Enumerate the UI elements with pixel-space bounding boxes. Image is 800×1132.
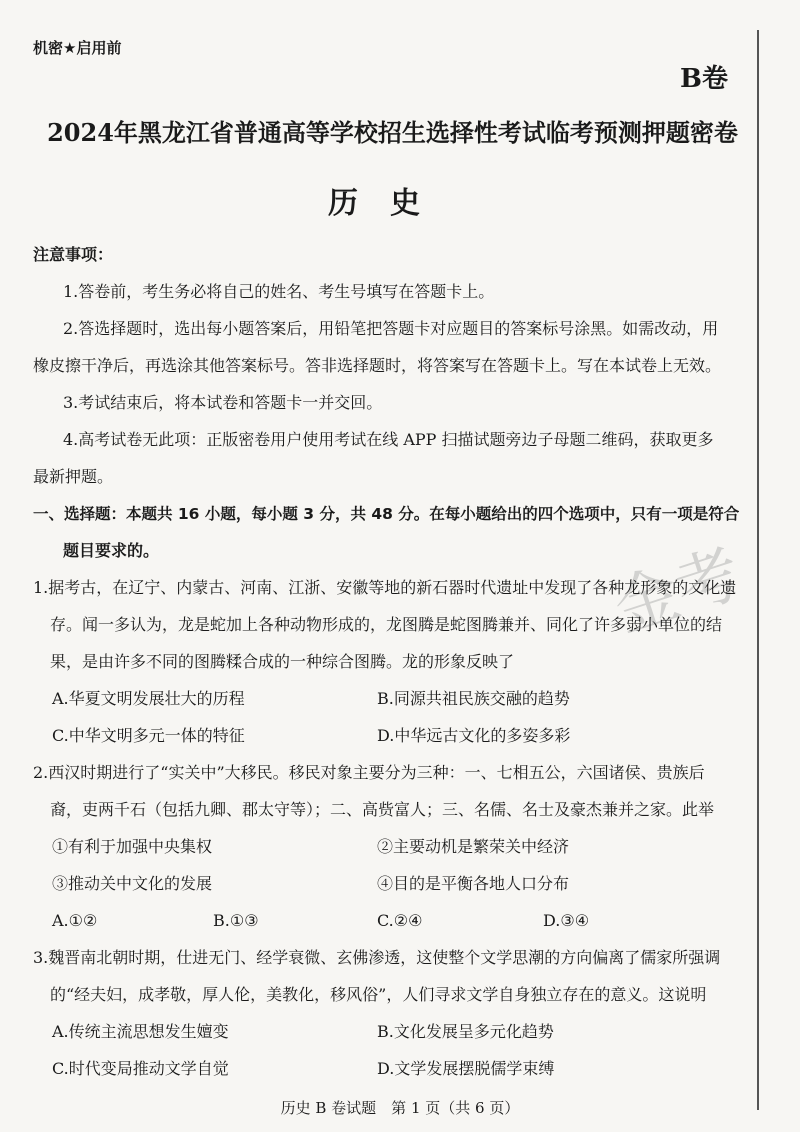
subject-title: 历史 — [328, 186, 452, 221]
q1-stem-line1: 1.据考古，在辽宁、内蒙古、河南、江浙、安徽等地的新石器时代遗址中发现了各种龙形象的文化遗 — [33, 578, 737, 597]
q3-option-d: D.文学发展摆脱儒学束缚 — [377, 1059, 555, 1078]
notes-item-3: 3.考试结束后，将本试卷和答题卡一并交回。 — [63, 393, 383, 412]
q1-option-b: B.同源共祖民族交融的趋势 — [377, 689, 570, 708]
watermark: 金考 — [605, 536, 751, 647]
q1-stem-line3: 果，是由许多不同的图腾糅合成的一种综合图腾。龙的形象反映了 — [50, 652, 515, 671]
page-footer: 历史 B 卷试题 第 1 页（共 6 页） — [280, 1099, 520, 1117]
notes-item-2-line2: 橡皮擦干净后，再选涂其他答案标号。答非选择题时，将答案写在答题卡上。写在本试卷上无效。 — [33, 356, 722, 375]
notes-item-4-line2: 最新押题。 — [33, 467, 114, 486]
q3-option-a: A.传统主流思想发生嬗变 — [52, 1022, 229, 1041]
notes-item-2-line1: 2.答选择题时，选出每小题答案后，用铅笔把答题卡对应题目的答案标号涂黑。如需改动，用 — [63, 319, 719, 338]
q3-stem-line2: 的“经夫妇，成孝敬，厚人伦，美教化，移风俗”，人们寻求文学自身独立存在的意义。这说明 — [50, 985, 707, 1004]
section-heading-line1: 一、选择题：本题共 16 小题，每小题 3 分，共 48 分。在每小题给出的四个选项中，只有一项是符合 — [33, 505, 740, 523]
q1-option-d: D.中华远古文化的多姿多彩 — [377, 726, 571, 745]
q2-statement-4: ④目的是平衡各地人口分布 — [377, 874, 570, 893]
q3-stem-line1: 3.魏晋南北朝时期，仕进无门、经学衰微、玄佛渗透，这使整个文学思潮的方向偏离了儒家所强调 — [33, 948, 721, 967]
notes-item-4-line1: 4.高考试卷无此项：正版密卷用户使用考试在线 APP 扫描试题旁边子母题二维码，获取更多 — [63, 430, 714, 449]
q2-statement-2: ②主要动机是繁荣关中经济 — [377, 837, 570, 856]
q2-option-b: B.①③ — [213, 911, 259, 930]
secret-label: 机密★启用前 — [33, 39, 122, 57]
notes-item-1: 1.答卷前，考生务必将自己的姓名、考生号填写在答题卡上。 — [63, 282, 495, 301]
q2-option-d: D.③④ — [543, 911, 590, 930]
q2-stem-line1: 2.西汉时期进行了“实关中”大移民。移民对象主要分为三种：一、七相五公，六国诸侯、贵族后 — [33, 763, 705, 782]
exam-title: 2024年黑龙江省普通高等学校招生选择性考试临考预测押题密卷 — [47, 118, 738, 147]
q2-statement-1: ①有利于加强中央集权 — [52, 837, 213, 856]
notes-heading: 注意事项： — [33, 245, 114, 264]
paper-version: B卷 — [680, 64, 728, 94]
q1-stem-line2: 存。闻一多认为，龙是蛇加上各种动物形成的，龙图腾是蛇图腾兼并、同化了许多弱小单位的结 — [50, 615, 723, 634]
q2-statement-3: ③推动关中文化的发展 — [52, 874, 213, 893]
q1-option-a: A.华夏文明发展壮大的历程 — [52, 689, 245, 708]
section-heading-line2: 题目要求的。 — [63, 541, 160, 560]
q2-option-a: A.①② — [52, 911, 98, 930]
q1-option-c: C.中华文明多元一体的特征 — [52, 726, 245, 745]
q3-option-b: B.文化发展呈多元化趋势 — [377, 1022, 554, 1041]
q2-option-c: C.②④ — [377, 911, 423, 930]
q2-stem-line2: 裔，吏两千石（包括九卿、郡太守等）；二、高赀富人；三、名儒、名士及豪杰兼并之家。此举 — [50, 800, 715, 819]
q3-option-c: C.时代变局推动文学自觉 — [52, 1059, 229, 1078]
